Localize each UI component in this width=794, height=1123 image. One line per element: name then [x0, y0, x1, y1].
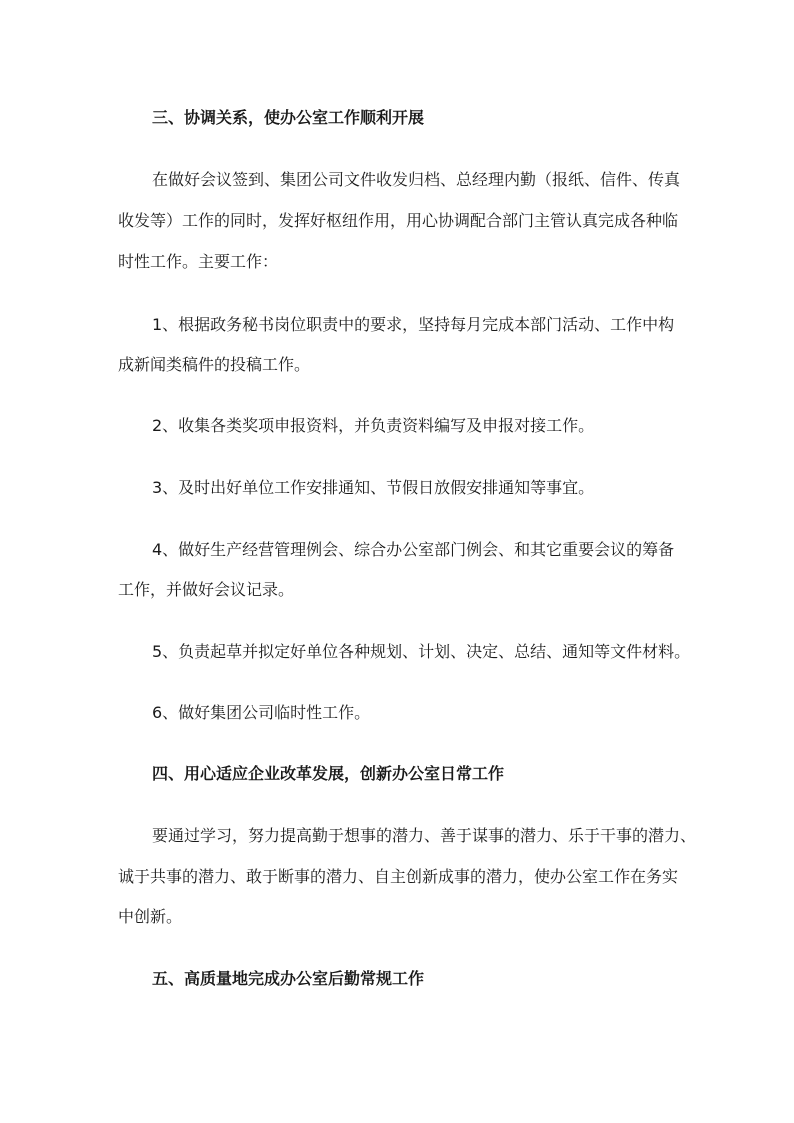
- list-item-2: 2、收集各类奖项申报资料，并负责资料编写及申报对接工作。: [152, 416, 595, 435]
- section-heading-3: 三、协调关系，使办公室工作顺利开展: [152, 108, 425, 127]
- list-item-4-line: 工作，并做好会议记录。: [118, 580, 295, 599]
- paragraph-line: 收发等）工作的同时，发挥好枢纽作用，用心协调配合部门主管认真完成各种临: [118, 211, 679, 230]
- paragraph-line: 时性工作。主要工作：: [118, 252, 279, 271]
- paragraph-line: 中创新。: [118, 907, 183, 926]
- list-item-3: 3、及时出好单位工作安排通知、节假日放假安排通知等事宜。: [152, 478, 595, 497]
- list-item-1-line: 成新闻类稿件的投稿工作。: [118, 355, 311, 374]
- list-item-6: 6、做好集团公司临时性工作。: [152, 703, 371, 722]
- paragraph-line: 在做好会议签到、集团公司文件收发归档、总经理内勤（报纸、信件、传真: [152, 170, 681, 189]
- list-item-4-line: 4、做好生产经营管理例会、综合办公室部门例会、和其它重要会议的筹备: [152, 540, 675, 559]
- list-item-1-line: 1、根据政务秘书岗位职责中的要求，坚持每月完成本部门活动、工作中构: [152, 315, 675, 334]
- list-item-5: 5、负责起草并拟定好单位各种规划、计划、决定、总结、通知等文件材料。: [152, 642, 691, 661]
- paragraph-line: 要通过学习，努力提高勤于想事的潜力、善于谋事的潜力、乐于干事的潜力、: [152, 826, 697, 845]
- section-heading-4: 四、用心适应企业改革发展，创新办公室日常工作: [152, 764, 505, 783]
- section-heading-5: 五、高质量地完成办公室后勤常规工作: [152, 969, 425, 988]
- paragraph-line: 诚于共事的潜力、敢于断事的潜力、自主创新成事的潜力，使办公室工作在务实: [118, 867, 679, 886]
